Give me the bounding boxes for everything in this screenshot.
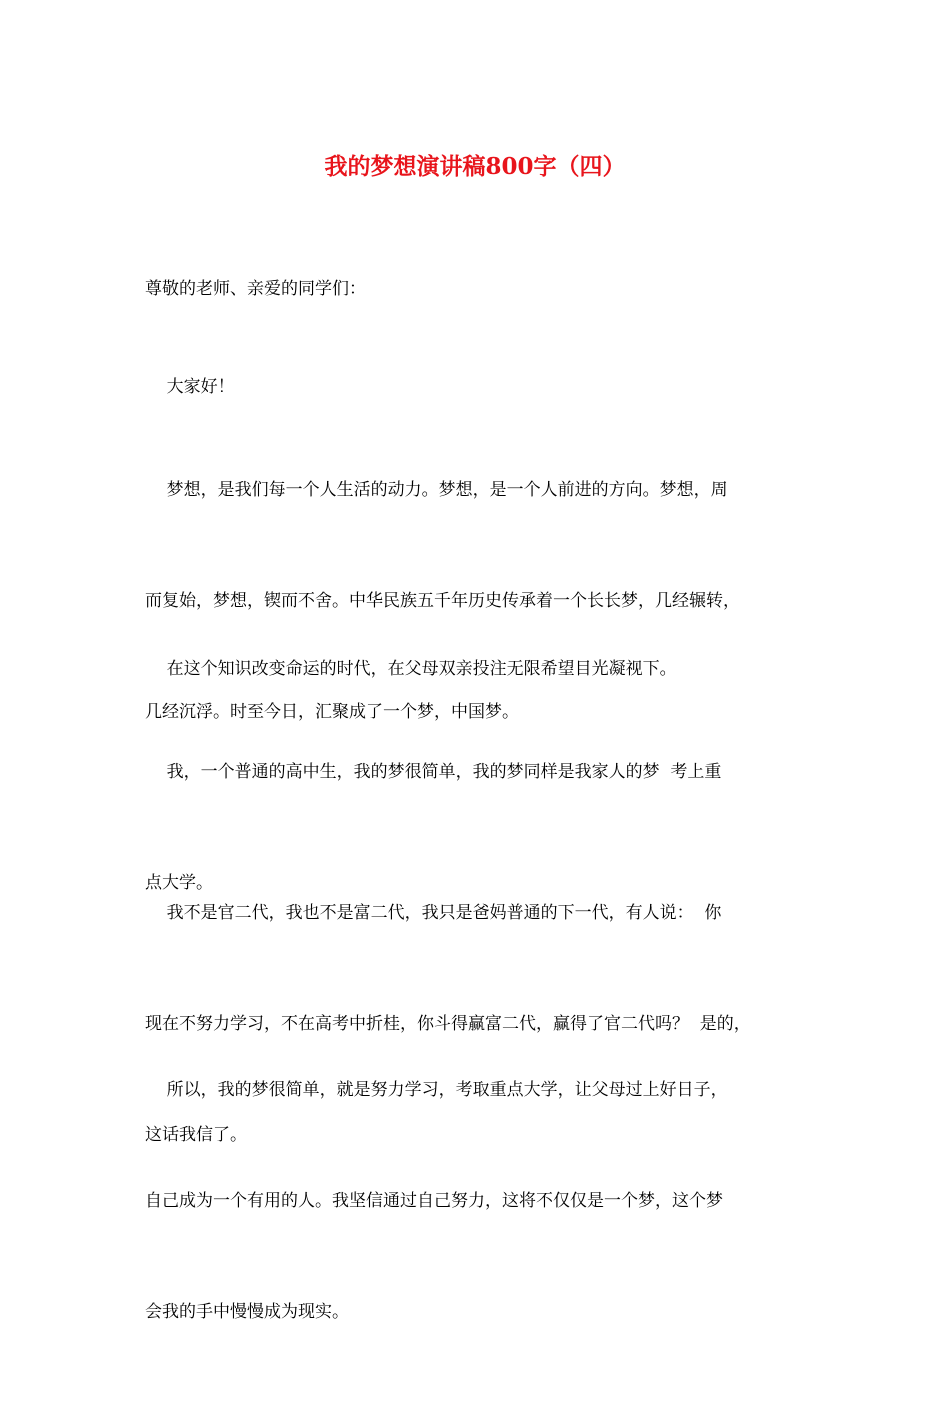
paragraph-line: 几经沉浮。时至今日，汇聚成了一个梦，中国梦。 (145, 702, 519, 722)
paragraph-line: 自己成为一个有用的人。我坚信通过自己努力，这将不仅仅是一个梦，这个梦 (145, 1191, 723, 1211)
paragraph-line: 尊敬的老师、亲爱的同学们： (145, 279, 366, 299)
paragraph-line: 我，一个普通的高中生，我的梦很简单，我的梦同样是我家人的梦 考上重 (145, 762, 722, 782)
document-title: 我的梦想演讲稿800字（四） (324, 153, 626, 180)
paragraph-line: 而复始，梦想，锲而不舍。中华民族五千年历史传承着一个长长梦，几经辗转， (145, 591, 740, 611)
paragraph-line: 现在不努力学习，不在高考中折桂，你斗得赢富二代，赢得了官二代吗？ 是的， (145, 1014, 751, 1034)
paragraph-line: 梦想，是我们每一个人生活的动力。梦想，是一个人前进的方向。梦想，周 (145, 480, 728, 500)
paragraph-line: 在这个知识改变命运的时代，在父母双亲投注无限希望目光凝视下。 (145, 659, 677, 679)
paragraph-line: 点大学。 (145, 873, 213, 893)
paragraph-line: 我不是官二代，我也不是富二代，我只是爸妈普通的下一代，有人说： 你 (145, 903, 722, 923)
paragraph-line: 会我的手中慢慢成为现实。 (145, 1302, 349, 1322)
paragraph-line: 所以，我的梦很简单，就是努力学习，考取重点大学，让父母过上好日子， (145, 1080, 728, 1100)
paragraph-line: 这话我信了。 (145, 1125, 247, 1145)
paragraph-line: 大家好！ (145, 377, 235, 397)
